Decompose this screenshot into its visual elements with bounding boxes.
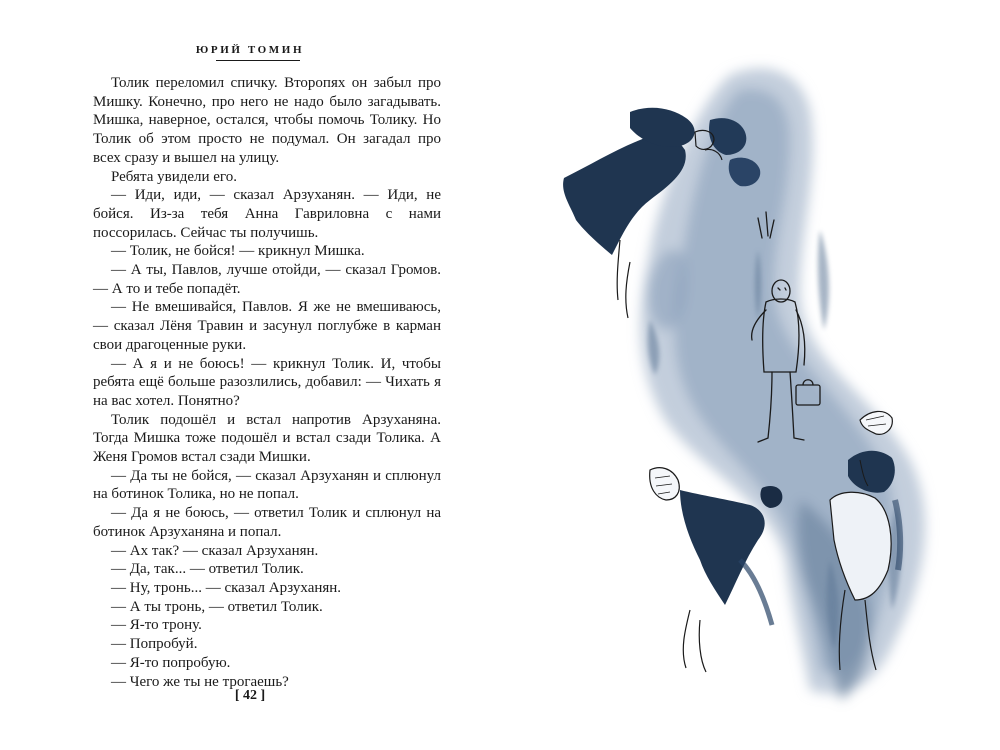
paragraph: — Да ты не бойся, — сказал Арзуханян и сплюнул на ботинок Толика, но не попал. — [93, 467, 441, 503]
paragraph: Толик переломил спичку. Второпях он забыл про Мишку. Конечно, про него не надо было загадывать. Мишка, наверное, остался, чтобы помочь Толику. Но Толик об этом просто не подумал. Он загадал про всех сразу и вышел на улицу. — [93, 75, 441, 166]
paragraph: Толик подошёл и встал напротив Арзуханяна. Тогда Мишка тоже подошёл и встал сзади Толика. А Женя Громов встал сзади Мишки. — [93, 411, 441, 466]
paragraph: — А я и не боюсь! — крикнул Толик. И, чтобы ребята ещё больше разозлились, добавил: — Чихать я на вас хотел. Понятно? — [93, 355, 441, 409]
paragraph: — Да, так... — ответил Толик. — [111, 561, 304, 578]
running-head: ЮРИЙ ТОМИН — [195, 44, 305, 56]
right-page — [500, 0, 1000, 750]
page-number-value: 42 — [243, 688, 257, 703]
paragraph: — Я-то попробую. — [111, 654, 231, 671]
paragraph: — Толик, не бойся! — крикнул Мишка. — [111, 243, 365, 260]
paragraph: — Не вмешивайся, Павлов. Я же не вмешиваюсь, — сказал Лёня Травин и засунул поглубже в карман свои драгоценные руки. — [93, 299, 441, 353]
paragraph: — Ну, тронь... — сказал Арзуханян. — [111, 579, 342, 596]
figure-bottom-dark-coat — [650, 468, 783, 672]
paragraph: — Да я не боюсь, — ответил Толик и сплюнул на ботинок Арзуханяна и попал. — [93, 505, 441, 540]
paragraph: — Попробуй. — [111, 636, 198, 653]
body-text — [93, 74, 441, 691]
paragraph: — Иди, иди, — сказал Арзуханян. — Иди, не бойся. Из-за тебя Анна Гавриловна с нами поссорилась. Сейчас ты получишь. — [93, 187, 441, 241]
page-number: [ 42 ] — [234, 688, 266, 703]
ink-wash-illustration — [500, 0, 1000, 750]
paragraph: — Ах так? — сказал Арзуханян. — [111, 542, 319, 559]
paragraph: — А ты тронь, — ответил Толик. — [111, 598, 323, 615]
paragraph: Ребята увидели его. — [111, 168, 237, 185]
paragraph: — Я-то трону. — [111, 617, 202, 634]
paragraph: — Чего же ты не трогаешь? — [111, 673, 289, 690]
paragraph: — А ты, Павлов, лучше отойди, — сказал Громов. — А то и тебе попадёт. — [93, 262, 441, 297]
running-head-rule — [216, 60, 300, 61]
